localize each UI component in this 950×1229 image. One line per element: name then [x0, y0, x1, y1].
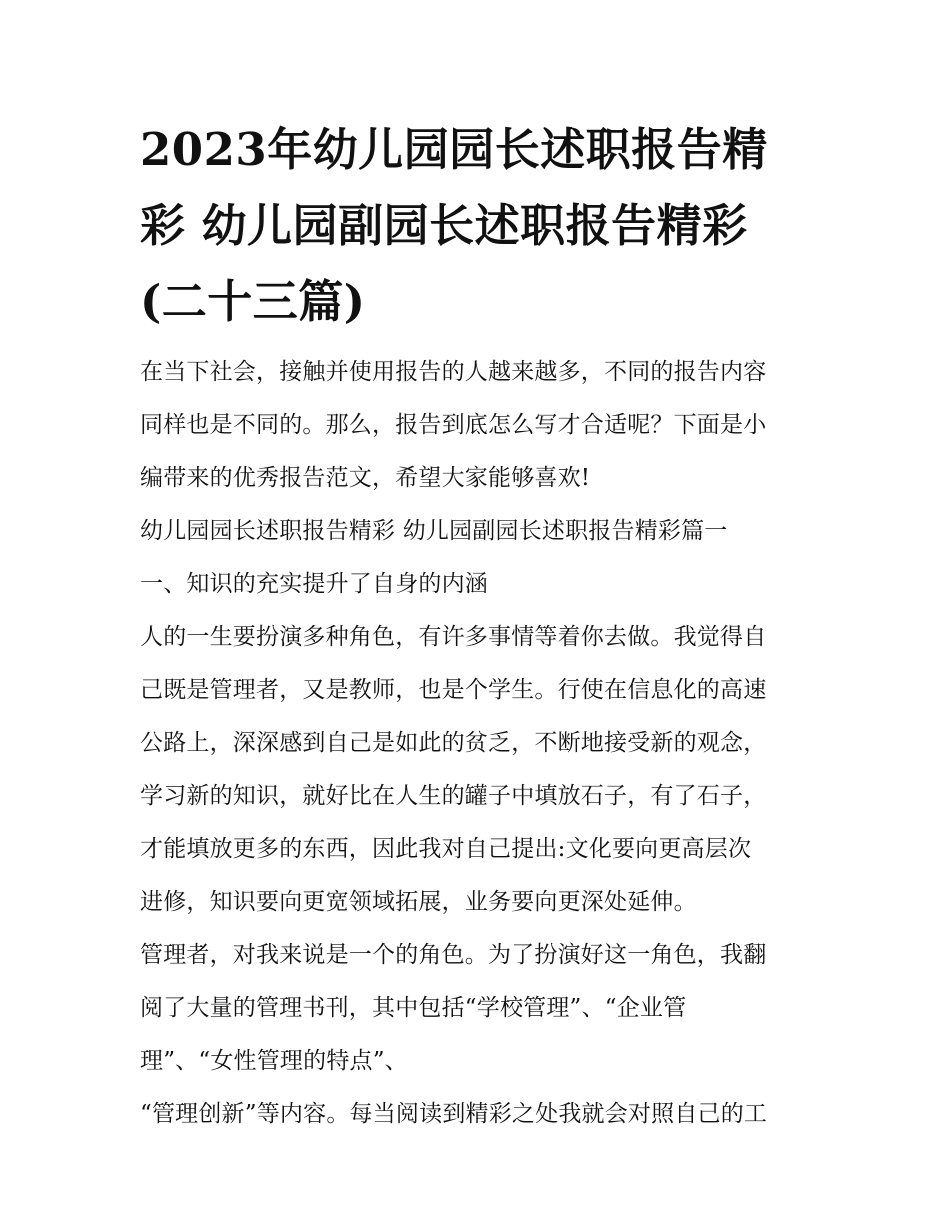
text-line: 一、知识的充实提升了自身的内涵 [140, 571, 488, 597]
text-line: 理”、“女性管理的特点”、 [140, 1048, 408, 1074]
text-line: 编带来的优秀报告范文，希望大家能够喜欢! [140, 465, 591, 491]
document-body [140, 346, 820, 1141]
body-paragraph [140, 611, 820, 929]
text-line: 幼儿园园长述职报告精彩 幼儿园副园长述职报告精彩篇一 [140, 518, 728, 544]
text-line: 阅了大量的管理书刊，其中包括“学校管理”、“企业管 [140, 995, 687, 1021]
title-line: 2023年幼儿园园长述职报告精 [140, 123, 768, 176]
text-line: 同样也是不同的。那么，报告到底怎么写才合适呢？下面是小 [140, 412, 767, 438]
text-line: 管理者，对我来说是一个的角色。为了扮演好这一角色，我翻 [140, 942, 767, 968]
document-title [140, 112, 820, 340]
body-paragraph [140, 929, 820, 1141]
title-line: 彩 幼儿园副园长述职报告精彩 [140, 199, 748, 252]
text-line: 在当下社会，接触并使用报告的人越来越多，不同的报告内容 [140, 359, 767, 385]
text-line: 学习新的知识，就好比在人生的罐子中填放石子，有了石子， [140, 783, 767, 809]
title-line: (二十三篇) [140, 275, 366, 328]
intro-paragraph [140, 346, 820, 505]
text-line: 才能填放更多的东西，因此我对自己提出:文化要向更高层次 [140, 836, 752, 862]
document-page [140, 112, 820, 1141]
text-line: 己既是管理者，又是教师，也是个学生。行使在信息化的高速 [140, 677, 767, 703]
section-heading [140, 505, 820, 558]
text-line: 进修，知识要向更宽领域拓展，业务要向更深处延伸。 [140, 889, 697, 915]
text-line: 公路上，深深感到自己是如此的贫乏，不断地接受新的观念， [140, 730, 767, 756]
text-line: “管理创新”等内容。每当阅读到精彩之处我就会对照自己的工 [140, 1101, 768, 1127]
subsection-heading [140, 558, 820, 611]
text-line: 人的一生要扮演多种角色，有许多事情等着你去做。我觉得自 [140, 624, 767, 650]
